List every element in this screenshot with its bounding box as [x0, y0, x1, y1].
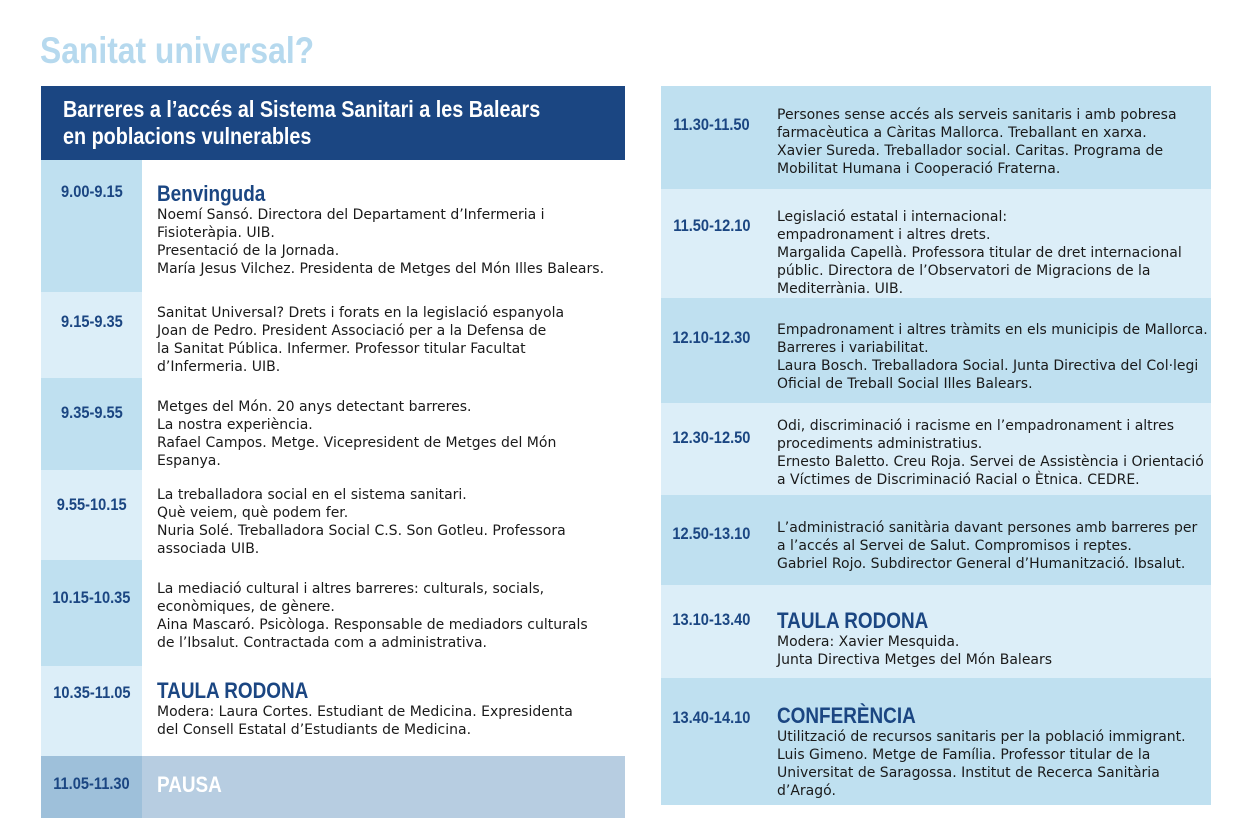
session-line: associada UIB. — [157, 541, 260, 557]
session-line: Mobilitat Humana i Cooperació Fraterna. — [777, 161, 1061, 177]
session-time: 9.55-10.15 — [41, 470, 142, 560]
pause-label: PAUSA — [157, 772, 222, 797]
session-content — [762, 678, 1211, 805]
session-line: Luis Gimeno. Metge de Família. Professor titular de la — [777, 747, 1151, 763]
page-title: Sanitat universal? — [40, 30, 315, 71]
session-content — [142, 160, 625, 292]
session-line: econòmiques, de gènere. — [157, 599, 335, 615]
session-content — [762, 403, 1211, 495]
right-schedule — [661, 86, 1211, 805]
session-time: 12.50-13.10 — [661, 495, 762, 585]
session-line: Metges del Món. 20 anys detectant barreres. — [157, 399, 472, 415]
session-heading: CONFERÈNCIA — [777, 703, 916, 728]
session-content — [142, 560, 625, 666]
session-content — [762, 189, 1211, 298]
session-row — [661, 585, 1211, 678]
session-heading: Benvinguda — [157, 181, 266, 206]
session-time: 9.00-9.15 — [41, 160, 142, 292]
session-line: María Jesus Vilchez. Presidenta de Metges del Món Illes Balears. — [157, 261, 605, 277]
session-time: 13.10-13.40 — [661, 585, 762, 678]
session-content — [142, 470, 625, 560]
session-row — [661, 189, 1211, 298]
program-header — [41, 86, 625, 160]
session-line: empadronament i altres drets. — [777, 227, 991, 243]
session-line: d’Aragó. — [777, 783, 836, 799]
session-line: Junta Directiva Metges del Món Balears — [777, 652, 1053, 668]
session-time: 13.40-14.10 — [661, 678, 762, 805]
session-line: Aina Mascaró. Psicòloga. Responsable de mediadors culturals — [157, 617, 588, 633]
session-line: Empadronament i altres tràmits en els municipis de Mallorca. — [777, 322, 1208, 338]
session-time: 10.15-10.35 — [41, 560, 142, 666]
session-line: Nuria Solé. Treballadora Social C.S. Son Gotleu. Professora — [157, 523, 566, 539]
session-time: 10.35-11.05 — [41, 666, 142, 756]
session-content — [142, 378, 625, 470]
session-line: La nostra experiència. — [157, 417, 313, 433]
session-line: Xavier Sureda. Treballador social. Caritas. Programa de — [777, 143, 1164, 159]
session-line: a l’accés al Servei de Salut. Compromisos i reptes. — [777, 538, 1132, 554]
left-schedule — [41, 160, 625, 818]
session-row — [661, 678, 1211, 805]
session-line: Oficial de Treball Social Illes Balears. — [777, 376, 1033, 392]
session-line: Presentació de la Jornada. — [157, 243, 340, 259]
session-line: la Sanitat Pública. Infermer. Professor titular Facultat — [157, 341, 526, 357]
session-line: La mediació cultural i altres barreres: culturals, socials, — [157, 581, 545, 597]
session-line: públic. Directora de l’Observatori de Migracions de la — [777, 263, 1151, 279]
session-line: Noemí Sansó. Directora del Departament d’Infermeria i — [157, 207, 545, 223]
session-line: Modera: Xavier Mesquida. — [777, 634, 960, 650]
header-line-2: en poblacions vulnerables — [63, 123, 312, 149]
session-content — [142, 666, 625, 756]
session-line: farmacèutica a Càritas Mallorca. Treballant en xarxa. — [777, 125, 1147, 141]
session-line: Espanya. — [157, 453, 221, 469]
pause-time: 11.05-11.30 — [41, 756, 142, 818]
session-line: Gabriel Rojo. Subdirector General d’Humanització. Ibsalut. — [777, 556, 1186, 572]
session-line: Barreres i variabilitat. — [777, 340, 929, 356]
session-content — [762, 86, 1211, 189]
session-line: Laura Bosch. Treballadora Social. Junta Directiva del Col·legi — [777, 358, 1199, 374]
session-line: Odi, discriminació i racisme en l’empadronament i altres — [777, 418, 1175, 434]
session-row — [41, 292, 625, 378]
session-row — [41, 160, 625, 292]
session-line: Legislació estatal i internacional: — [777, 209, 1008, 225]
session-line: La treballadora social en el sistema sanitari. — [157, 487, 467, 503]
session-time: 12.30-12.50 — [661, 403, 762, 495]
session-row — [41, 560, 625, 666]
session-line: Modera: Laura Cortes. Estudiant de Medicina. Expresidenta — [157, 704, 573, 720]
session-heading: TAULA RODONA — [777, 608, 929, 633]
session-row — [661, 403, 1211, 495]
session-time: 12.10-12.30 — [661, 298, 762, 403]
session-content — [762, 298, 1211, 403]
session-line: d’Infermeria. UIB. — [157, 359, 281, 375]
session-line: Sanitat Universal? Drets i forats en la legislació espanyola — [157, 305, 565, 321]
session-row — [41, 378, 625, 470]
session-row — [41, 470, 625, 560]
session-time: 9.35-9.55 — [41, 378, 142, 470]
session-line: Què veiem, què podem fer. — [157, 505, 349, 521]
session-time: 11.50-12.10 — [661, 189, 762, 298]
session-content — [142, 292, 625, 378]
session-line: Persones sense accés als serveis sanitaris i amb pobresa — [777, 107, 1177, 123]
session-line: L’administració sanitària davant persones amb barreres per — [777, 520, 1198, 536]
session-line: Ernesto Baletto. Creu Roja. Servei de Assistència i Orientació — [777, 454, 1204, 470]
session-content — [762, 585, 1211, 678]
session-time: 9.15-9.35 — [41, 292, 142, 378]
session-line: Fisioteràpia. UIB. — [157, 225, 275, 241]
session-row — [41, 666, 625, 756]
session-line: Rafael Campos. Metge. Vicepresident de Metges del Món — [157, 435, 557, 451]
pause-content — [142, 756, 625, 818]
session-line: Utilització de recursos sanitaris per la població immigrant. — [777, 729, 1186, 745]
session-content — [762, 495, 1211, 585]
session-line: a Víctimes de Discriminació Racial o Ètnica. CEDRE. — [777, 472, 1140, 488]
session-line: del Consell Estatal d’Estudiants de Medicina. — [157, 722, 472, 738]
session-row — [661, 298, 1211, 403]
pause-row — [41, 756, 625, 818]
session-time: 11.30-11.50 — [661, 86, 762, 189]
session-line: Joan de Pedro. President Associació per a la Defensa de — [157, 323, 547, 339]
session-line: de l’Ibsalut. Contractada com a administrativa. — [157, 635, 487, 651]
session-line: Mediterrània. UIB. — [777, 281, 904, 297]
session-heading: TAULA RODONA — [157, 678, 309, 703]
session-line: Universitat de Saragossa. Institut de Recerca Sanitària — [777, 765, 1160, 781]
session-row — [661, 86, 1211, 189]
header-line-1: Barreres a l’accés al Sistema Sanitari a les Balears — [63, 96, 541, 122]
session-line: Margalida Capellà. Professora titular de dret internacional — [777, 245, 1182, 261]
session-line: procediments administratius. — [777, 436, 983, 452]
session-row — [661, 495, 1211, 585]
